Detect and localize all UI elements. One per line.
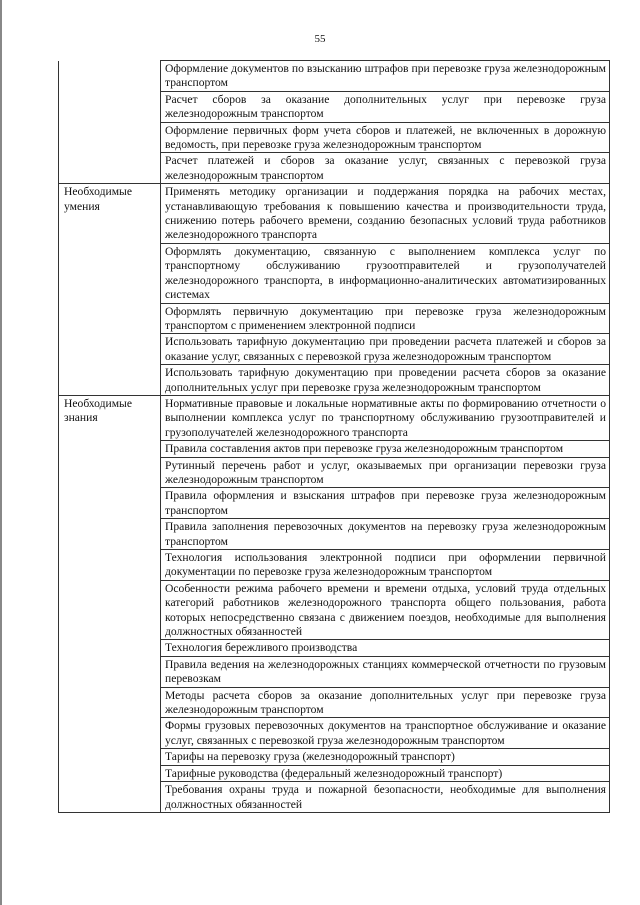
table-row	[59, 365, 610, 396]
table-row	[59, 303, 610, 334]
row-text: Оформление первичных форм учета сборов и платежей, не включенных в дорожную ведомость, при перевозке груза железнодорожным транспортом	[161, 122, 610, 153]
table-row	[59, 580, 610, 640]
table-row	[59, 184, 610, 244]
row-label	[59, 457, 161, 488]
row-label	[59, 153, 161, 184]
table-row	[59, 656, 610, 687]
row-text: Применять методику организации и поддержания порядка на рабочих местах, устанавливающую требования к повышению качества и производительности труда, снижению потерь рабочего времени, созданию безопасных условий труда работников железнодорожного транспорта	[161, 184, 610, 244]
row-text: Методы расчета сборов за оказание дополнительных услуг при перевозке груза железнодорожным транспортом	[161, 687, 610, 718]
table-row	[59, 749, 610, 765]
row-label	[59, 243, 161, 303]
row-label	[59, 550, 161, 581]
table-row	[59, 457, 610, 488]
table-row	[59, 61, 610, 92]
table-row	[59, 243, 610, 303]
row-text: Расчет платежей и сборов за оказание услуг, связанных с перевозкой груза железнодорожным транспортом	[161, 153, 610, 184]
table-row	[59, 153, 610, 184]
row-text: Требования охраны труда и пожарной безопасности, необходимые для выполнения должностных обязанностей	[161, 782, 610, 813]
row-label	[59, 91, 161, 122]
row-text: Рутинный перечень работ и услуг, оказываемых при организации перевозки груза железнодорожным транспортом	[161, 457, 610, 488]
row-text: Оформлять первичную документацию при перевозке груза железнодорожным транспортом с применением электронной подписи	[161, 303, 610, 334]
row-label	[59, 488, 161, 519]
table-row	[59, 640, 610, 656]
row-text: Оформлять документацию, связанную с выполнением комплекса услуг по транспортному обслуживанию грузоотправителей и грузополучателей железнодорожного транспорта, в информационно-аналитических автоматизированных системах	[161, 243, 610, 303]
row-text: Правила ведения на железнодорожных станциях коммерческой отчетности по грузовым перевозкам	[161, 656, 610, 687]
row-label	[59, 303, 161, 334]
row-text: Правила составления актов при перевозке груза железнодорожным транспортом	[161, 441, 610, 457]
table-row	[59, 519, 610, 550]
row-text: Технология использования электронной подписи при оформлении первичной документации по перевозке груза железнодорожным транспортом	[161, 550, 610, 581]
row-text: Использовать тарифную документацию при проведении расчета платежей и сборов за оказание услуг, связанных с перевозкой груза железнодорожным транспортом	[161, 334, 610, 365]
row-text: Особенности режима рабочего времени и времени отдыха, условий труда отдельных категорий работников железнодорожного транспорта общего пользования, работа которых непосредственно связана с движением поездов, необходимые для выполнения должностных обязанностей	[161, 580, 610, 640]
scan-edge-line	[0, 0, 2, 905]
table-row	[59, 334, 610, 365]
row-label	[59, 61, 161, 92]
row-text: Правила оформления и взыскания штрафов при перевозке груза железнодорожным транспортом	[161, 488, 610, 519]
section-label-knowledge: Необходимые знания	[59, 395, 161, 440]
table-row	[59, 782, 610, 813]
row-text: Расчет сборов за оказание дополнительных услуг при перевозке груза железнодорожным транспортом	[161, 91, 610, 122]
page-number: 55	[314, 33, 326, 45]
row-text: Формы грузовых перевозочных документов на транспортное обслуживание и оказание услуг, связанных с перевозкой груза железнодорожным транспортом	[161, 718, 610, 749]
section-label-skills: Необходимые умения	[59, 184, 161, 244]
row-text: Нормативные правовые и локальные нормативные акты по формированию отчетности о выполнении комплекса услуг по транспортному обслуживанию грузоотправителей и грузополучателей железнодорожного транспорта	[161, 395, 610, 440]
row-text: Использовать тарифную документацию при проведении расчета сборов за оказание дополнительных услуг при перевозке груза железнодорожным транспортом	[161, 365, 610, 396]
row-text: Технология бережливого производства	[161, 640, 610, 656]
row-text: Правила заполнения перевозочных документов на перевозку груза железнодорожным транспортом	[161, 519, 610, 550]
table-row	[59, 91, 610, 122]
row-label	[59, 782, 161, 813]
row-text: Тарифные руководства (федеральный железнодорожный транспорт)	[161, 765, 610, 781]
row-label	[59, 365, 161, 396]
table-row	[59, 687, 610, 718]
table-row	[59, 550, 610, 581]
row-label	[59, 749, 161, 765]
table-row	[59, 765, 610, 781]
table-row	[59, 395, 610, 440]
table-row	[59, 718, 610, 749]
table-row	[59, 122, 610, 153]
table-row	[59, 488, 610, 519]
row-text: Тарифы на перевозку груза (железнодорожный транспорт)	[161, 749, 610, 765]
row-label	[59, 687, 161, 718]
row-label	[59, 580, 161, 640]
requirements-table	[58, 60, 610, 813]
table-row	[59, 441, 610, 457]
row-label	[59, 441, 161, 457]
row-label	[59, 718, 161, 749]
row-label	[59, 519, 161, 550]
row-label	[59, 640, 161, 656]
row-label	[59, 765, 161, 781]
row-text: Оформление документов по взысканию штрафов при перевозке груза железнодорожным транспортом	[161, 61, 610, 92]
row-label	[59, 656, 161, 687]
row-label	[59, 122, 161, 153]
row-label	[59, 334, 161, 365]
